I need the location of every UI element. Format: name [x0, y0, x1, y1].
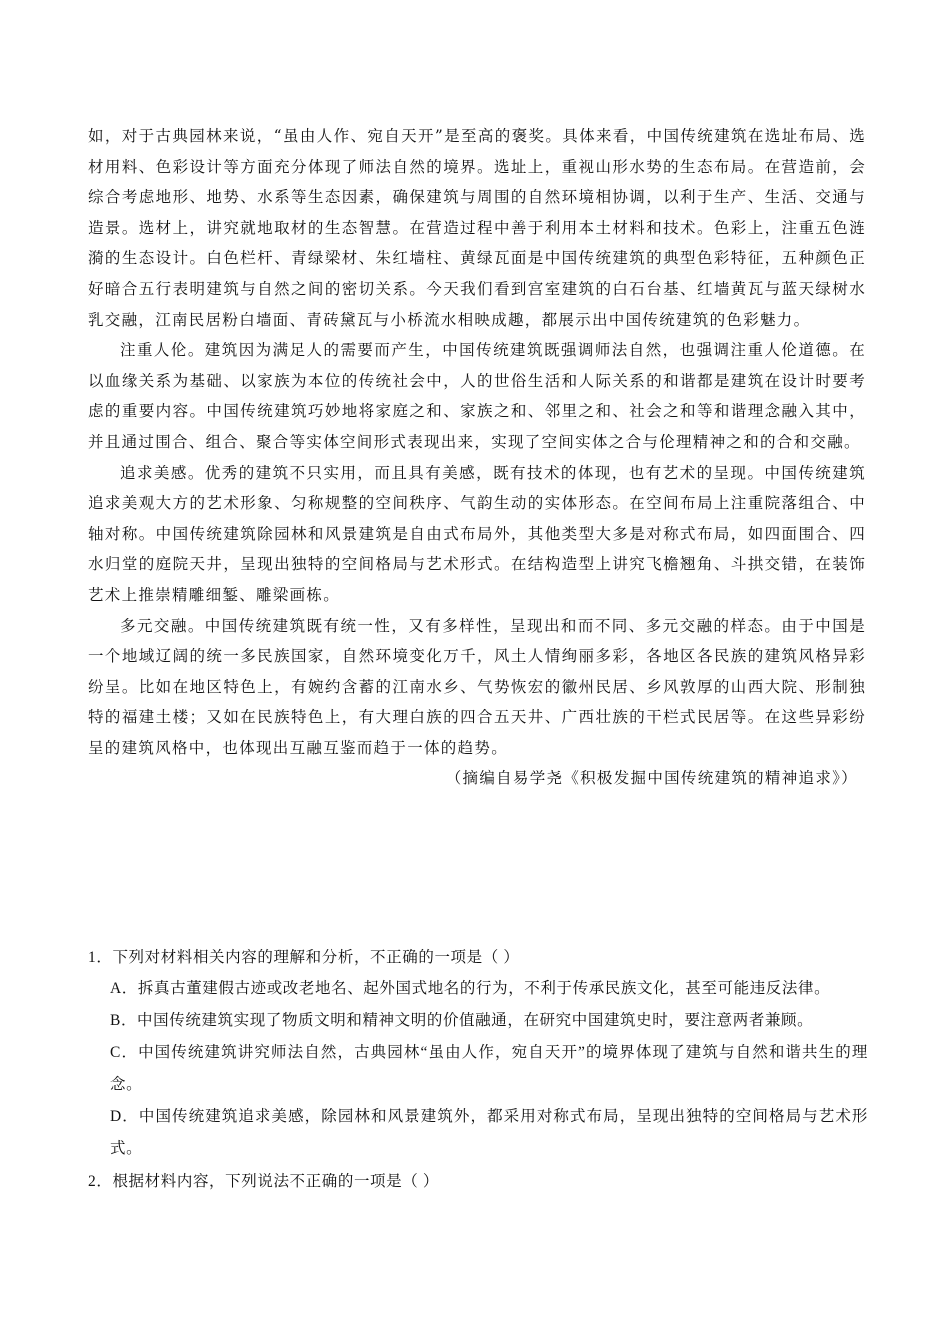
- article-source: （摘编自易学尧《积极发掘中国传统建筑的精神追求》）: [445, 769, 858, 788]
- option-d[interactable]: D．中国传统建筑追求美感，除园林和风景建筑外，都采用对称式布局，呈现出独特的空间格局与艺术形式。: [110, 1108, 868, 1157]
- article-body: [88, 121, 866, 794]
- question-stem: 1．下列对材料相关内容的理解和分析，不正确的一项是（ ）: [88, 949, 520, 966]
- paragraph-2: 注重人伦。建筑因为满足人的需要而产生，中国传统建筑既强调师法自然，也强调注重人伦道德。在以血缘关系为基础、以家族为本位的传统社会中，人的世俗生活和人际关系的和谐都是建筑在设计时要考虑的重要内容。中国传统建筑巧妙地将家庭之和、家族之和、邻里之和、社会之和等和谐理念融入其中，并且通过围合、组合、聚合等实体空间形式表现出来，实现了空间实体之合与伦理精神之和的合和交融。: [88, 341, 866, 451]
- question-stem: 2．根据材料内容，下列说法不正确的一项是（ ）: [88, 1173, 439, 1190]
- option-a[interactable]: A．拆真古董建假古迹或改老地名、起外国式地名的行为，不利于传承民族文化，甚至可能违反法律。: [110, 980, 831, 997]
- option-b[interactable]: B．中国传统建筑实现了物质文明和精神文明的价值融通，在研究中国建筑史时，要注意两者兼顾。: [110, 1012, 814, 1029]
- paragraph-1: 如，对于古典园林来说，“虽由人作、宛自天开”是至高的褒奖。具体来看，中国传统建筑在选址布局、选材用料、色彩设计等方面充分体现了师法自然的境界。选址上，重视山形水势的生态布局。在营造前，会综合考虑地形、地势、水系等生态因素，确保建筑与周围的自然环境相协调，以利于生产、生活、交通与造景。选材上，讲究就地取材的生态智慧。在营造过程中善于利用本土材料和技术。色彩上，注重五色涟漪的生态设计。白色栏杆、青绿梁材、朱红墙柱、黄绿瓦面是中国传统建筑的典型色彩特征，五种颜色正好暗合五行表明建筑与自然之间的密切关系。今天我们看到宫室建筑的白石台基、红墙黄瓦与蓝天绿树水乳交融，江南民居粉白墙面、青砖黛瓦与小桥流水相映成趣，都展示出中国传统建筑的色彩魅力。: [88, 127, 866, 329]
- question-2: [88, 1167, 868, 1197]
- paragraph-4: 多元交融。中国传统建筑既有统一性，又有多样性，呈现出和而不同、多元交融的样态。由于中国是一个地域辽阔的统一多民族国家，自然环境变化万千，风土人情绚丽多彩，各地区各民族的建筑风格异彩纷呈。比如在地区特色上，有婉约含蓄的江南水乡、气势恢宏的徽州民居、乡风敦厚的山西大院、形制独特的福建土楼；又如在民族特色上，有大理白族的四合五天井、广西壮族的干栏式民居等。在这些异彩纷呈的建筑风格中，也体现出互融互鉴而趋于一体的趋势。: [88, 616, 866, 757]
- paragraph-3: 追求美感。优秀的建筑不只实用，而且具有美感，既有技术的体现，也有艺术的呈现。中国传统建筑追求美观大方的艺术形象、匀称规整的空间秩序、气韵生动的实体形态。在空间布局上注重院落组合、中轴对称。中国传统建筑除园林和风景建筑是自由式布局外，其他类型大多是对称式布局，如四面围合、四水归堂的庭院天井，呈现出独特的空间格局与艺术形式。在结构造型上讲究飞檐翘角、斗拱交错，在装饰艺术上推崇精雕细錾、雕梁画栋。: [88, 463, 866, 604]
- option-c[interactable]: C．中国传统建筑讲究师法自然，古典园林“虽由人作，宛自天开”的境界体现了建筑与自然和谐共生的理念。: [110, 1044, 868, 1093]
- question-1: [88, 943, 868, 1165]
- question-section: [88, 943, 868, 1197]
